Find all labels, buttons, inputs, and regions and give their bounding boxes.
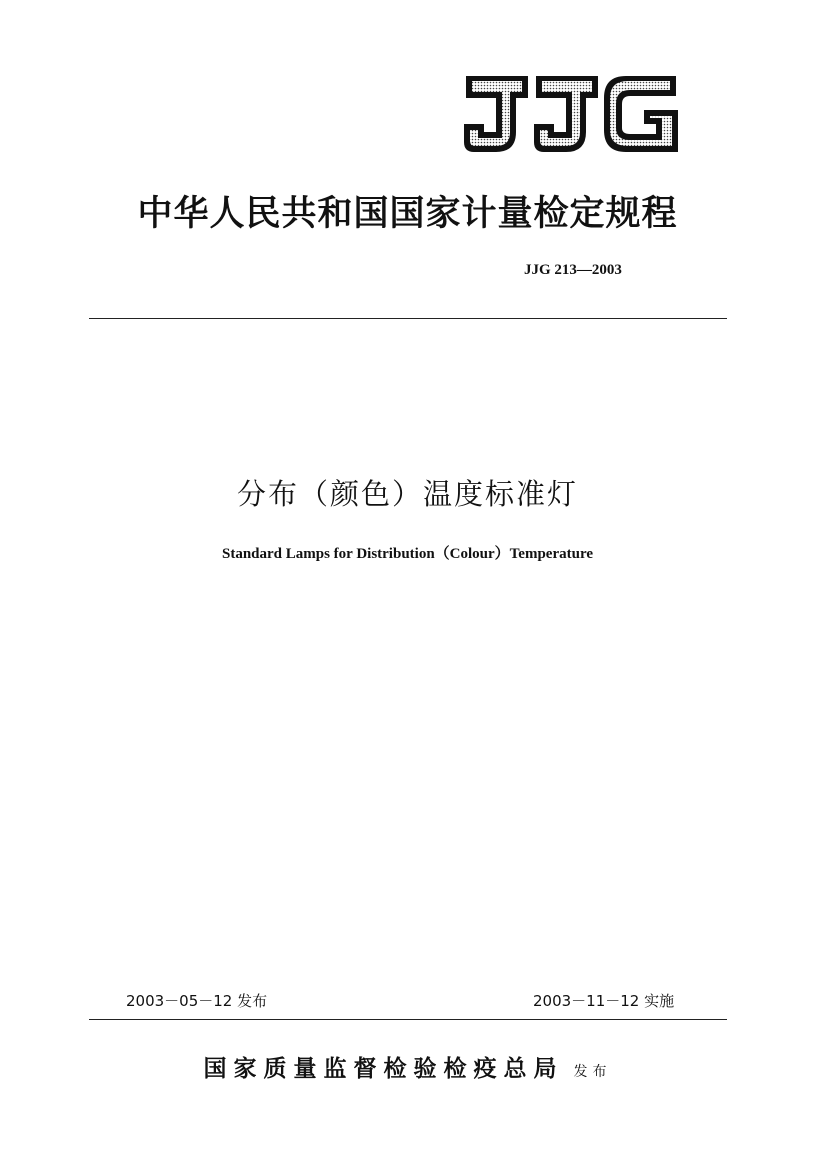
document-subtitle-en: Standard Lamps for Distribution（Colour）Temperature [221, 546, 593, 562]
main-title: 中华人民共和国国家计量检定规程 [137, 193, 678, 234]
bottom-divider [89, 1019, 727, 1020]
document-title: 分布（颜色）温度标准灯 [236, 477, 578, 511]
logo-letter-j-1 [464, 76, 528, 152]
issuer-action: 发布 [573, 1064, 612, 1080]
standard-number: JJG 213—2003 [524, 262, 622, 278]
implementation-date: 2003－11－12 实施 [533, 992, 675, 1010]
jjg-logo [462, 72, 680, 156]
issuer-line [0, 1050, 815, 1083]
top-divider [89, 318, 727, 319]
logo-letter-g [604, 76, 678, 152]
logo-letter-j-2 [534, 76, 598, 152]
issuer-name: 国家质量监督检验检疫总局 [203, 1055, 564, 1082]
issue-date: 2003－05－12 发布 [126, 992, 268, 1010]
